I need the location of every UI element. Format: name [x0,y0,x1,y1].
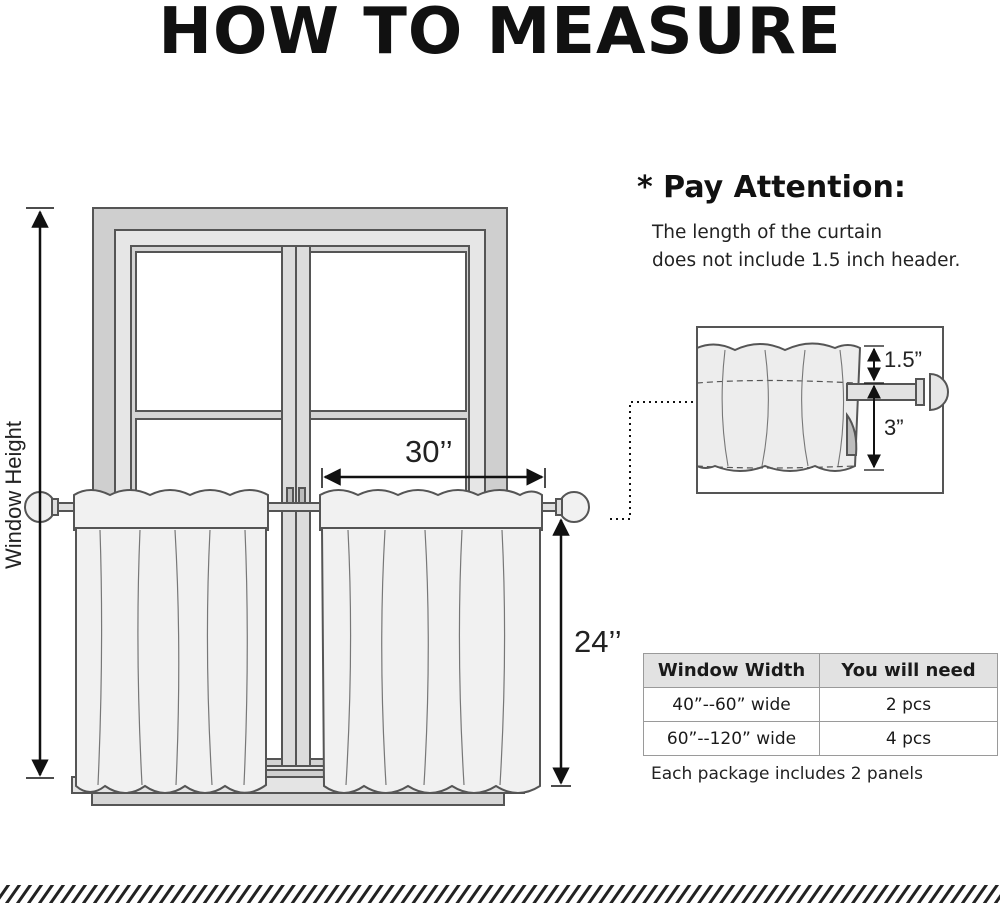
package-note: Each package includes 2 panels [651,764,923,784]
attention-line-1: The length of the curtain [652,222,883,243]
width-label: 30’’ [405,434,453,469]
attention-text [652,219,997,275]
header-size-label: 1.5” [884,347,922,372]
table-cell: 40”--60” wide [644,688,820,722]
quantity-table [643,653,998,756]
column-header-you-will-need: You will need [820,654,998,688]
attention-line-2: does not include 1.5 inch header. [652,250,961,271]
table-row [644,688,998,722]
curtain-panel-left [74,490,268,793]
length-label: 24’’ [574,624,622,659]
table-cell: 2 pcs [820,688,998,722]
pocket-size-label: 3” [884,415,904,440]
table-row [644,722,998,756]
table-cell: 60”--120” wide [644,722,820,756]
table-cell: 4 pcs [820,722,998,756]
table-header-row [644,654,998,688]
column-header-window-width: Window Width [644,654,820,688]
detail-connector [610,402,695,519]
attention-heading: * Pay Attention: [637,170,906,205]
page-title: HOW TO MEASURE [158,0,842,69]
curtain-panel-right [320,490,542,793]
bottom-hatch-band [0,885,1000,903]
window-height-label: Window Height [1,421,26,569]
